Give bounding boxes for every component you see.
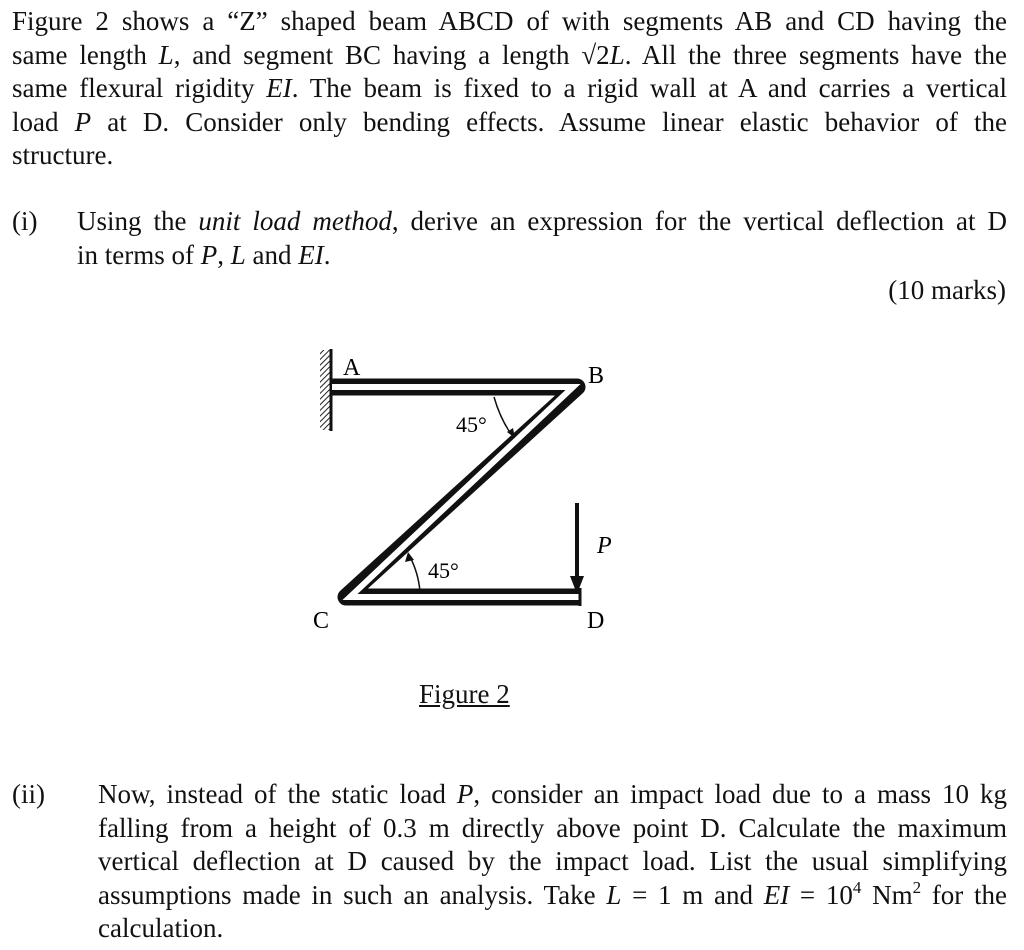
text: at D. Consider only bending effects. Assume linear elastic behavior of the (91, 106, 1007, 137)
label-a: A (343, 355, 361, 381)
text: load (12, 106, 75, 137)
text: assumptions made in such an analysis. Take (98, 879, 607, 910)
var-p: P (200, 239, 218, 270)
text-italic: unit load method (198, 206, 392, 236)
label-c: C (313, 608, 330, 634)
text: same length (12, 39, 159, 70)
var-l: L (158, 39, 174, 70)
text: . (323, 239, 331, 270)
text: , consider an impact load due to a mass 10 kg (473, 779, 1007, 809)
var-l: L (230, 239, 246, 270)
load-arrow-p (570, 503, 584, 594)
text: , derive an expression for the vertical deflection at D (391, 206, 1008, 236)
angle-label-bottom: 45° (428, 558, 459, 583)
var-l: L (609, 39, 625, 70)
var-p: P (74, 106, 92, 137)
text: . The beam is fixed to a rigid wall at A and carries a vertical (291, 73, 1007, 103)
text: vertical deflection at D caused by the impact load. List the usual simplifying (98, 846, 1007, 876)
text: falling from a height of 0.3 m directly above point D. Calculate the maximum (98, 812, 1007, 843)
label-p: P (597, 533, 612, 559)
label-d: D (587, 608, 605, 634)
part2-line-2 (98, 812, 1007, 846)
part2-line-3 (98, 845, 1007, 879)
var-p: P (456, 779, 474, 809)
var-ei: EI (298, 239, 324, 270)
exponent: 2 (912, 877, 922, 897)
text: = 10 (789, 879, 853, 910)
part2-line-1 (98, 778, 1007, 812)
var-ei: EI (266, 73, 292, 103)
text: for the (921, 879, 1008, 910)
text: Now, instead of the static load (98, 779, 457, 809)
figure-caption: Figure 2 (419, 679, 510, 709)
text: calculation. (98, 913, 224, 943)
angle-arc-bottom (405, 552, 420, 591)
text: , and segment BC having a length √2 (173, 39, 610, 70)
part1-marks: (10 marks) (888, 275, 1006, 305)
exponent: 4 (852, 877, 862, 897)
angle-arc-top (494, 397, 515, 438)
part2-number: (ii) (12, 779, 45, 809)
text: . All the three segments have the (624, 39, 1007, 70)
var-ei: EI (763, 879, 790, 910)
text: Nm (861, 879, 913, 910)
part2-line-5 (98, 912, 1007, 946)
fixed-wall (320, 349, 331, 431)
text: and (245, 239, 299, 270)
text: structure. (12, 140, 114, 170)
text: in terms of (77, 239, 201, 270)
text: Using the (77, 206, 199, 236)
angle-label-top: 45° (456, 412, 487, 437)
text: , (217, 239, 231, 270)
var-l: L (606, 879, 622, 910)
text: Figure 2 shows a “Z” shaped beam ABCD of with segments AB and CD having the (12, 6, 1007, 36)
part2-line-4 (98, 879, 1007, 913)
part1-number: (i) (12, 206, 38, 236)
text: same flexural rigidity (12, 73, 267, 103)
text: = 1 m and (621, 879, 764, 910)
label-b: B (588, 363, 605, 389)
part2-question (98, 778, 1007, 946)
